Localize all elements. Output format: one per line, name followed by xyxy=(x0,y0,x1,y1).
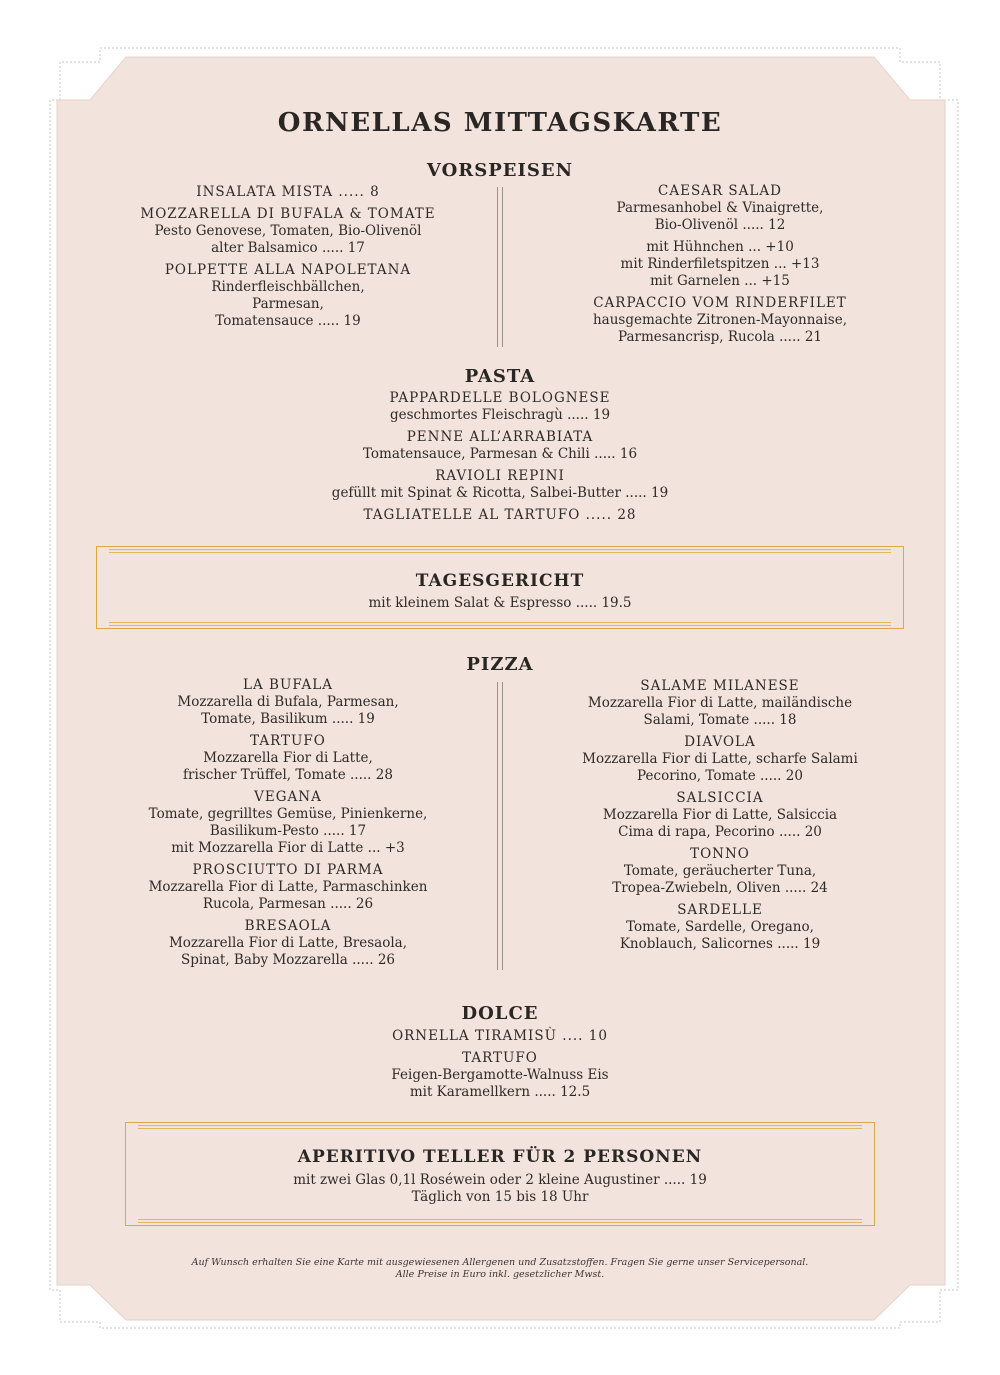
menu-item-description: Basilikum-Pesto ..... 17 xyxy=(209,823,367,839)
menu-item-description: Tomatensauce, Parmesan & Chili ..... 16 xyxy=(362,446,638,462)
menu-item-description: Rinderfleischbällchen, xyxy=(211,279,365,295)
menu-item-description: Spinat, Baby Mozzarella ..... 26 xyxy=(180,952,396,968)
menu-item-name: BRESAOLA xyxy=(244,918,332,934)
menu-item xyxy=(130,206,446,257)
menu-item-name: MOZZARELLA DI BUFALA & TOMATE xyxy=(140,206,436,222)
menu-item-description: mit Hühnchen ... +10 xyxy=(646,239,794,255)
pasta-column xyxy=(200,390,800,529)
menu-item-name: TARTUFO xyxy=(250,733,326,749)
menu-item-description: Mozzarella di Bufala, Parmesan, xyxy=(177,694,399,710)
menu-item xyxy=(555,846,885,897)
menu-item-description: geschmortes Fleischragù ..... 19 xyxy=(389,407,611,423)
vorspeisen-right-column xyxy=(560,183,880,351)
menu-item xyxy=(200,507,800,524)
menu-item-name: PAPPARDELLE BOLOGNESE xyxy=(389,390,611,406)
menu-item-name: SALAME MILANESE xyxy=(640,678,800,694)
footer-line-1: Auf Wunsch erhalten Sie eine Karte mit ausgewiesenen Allergenen und Zusatzstoffen. Fragen Sie gerne unser Servicepersonal. xyxy=(191,1257,809,1268)
menu-item-description: Feigen-Bergamotte-Walnuss Eis xyxy=(391,1067,609,1083)
footer-line-2: Alle Preise in Euro inkl. gesetzlicher Mwst. xyxy=(395,1269,605,1280)
menu-item-description: Mozzarella Fior di Latte, Parmaschinken xyxy=(148,879,428,895)
menu-item xyxy=(200,390,800,424)
menu-item-description: Parmesancrisp, Rucola ..... 21 xyxy=(617,329,823,345)
menu-item xyxy=(555,734,885,785)
menu-item-description: hausgemachte Zitronen-Mayonnaise, xyxy=(592,312,848,328)
menu-item-description: Rucola, Parmesan ..... 26 xyxy=(202,896,374,912)
menu-item xyxy=(130,262,446,330)
menu-item-description: Tomate, Basilikum ..... 19 xyxy=(201,711,375,727)
menu-item-description: Parmesanhobel & Vinaigrette, xyxy=(616,200,824,216)
menu-item-description: Tropea-Zwiebeln, Oliven ..... 24 xyxy=(612,880,828,896)
menu-item-description: mit Karamellkern ..... 12.5 xyxy=(409,1084,591,1100)
menu-item-name: TARTUFO xyxy=(462,1050,538,1066)
menu-item xyxy=(250,1028,750,1045)
menu-item-description: Mozzarella Fior di Latte, scharfe Salami xyxy=(582,751,858,767)
menu-item-description: Knoblauch, Salicornes ..... 19 xyxy=(619,936,821,952)
box-ornament-bottom xyxy=(109,622,891,626)
menu-item xyxy=(560,183,880,234)
box-ornament-bottom xyxy=(138,1219,862,1223)
menu-item-description: alter Balsamico ..... 17 xyxy=(211,240,365,256)
vorspeisen-left-column xyxy=(130,184,446,335)
menu-item-description: Mozzarella Fior di Latte, mailändische xyxy=(587,695,853,711)
menu-item-description: gefüllt mit Spinat & Ricotta, Salbei-Butter ..... 19 xyxy=(331,485,669,501)
menu-item-name: RAVIOLI REPINI xyxy=(435,468,565,484)
menu-item xyxy=(200,468,800,502)
menu-item-description: Tomate, Sardelle, Oregano, xyxy=(626,919,814,935)
menu-item xyxy=(130,184,446,201)
section-title-pasta: PASTA xyxy=(464,366,536,387)
pizza-left-column xyxy=(125,677,451,974)
aperitivo-line-1: mit zwei Glas 0,1l Roséwein oder 2 kleine Augustiner ..... 19 xyxy=(293,1172,707,1188)
menu-item-description: Pesto Genovese, Tomaten, Bio-Olivenöl xyxy=(154,223,422,239)
menu-item-description: Tomatensauce ..... 19 xyxy=(215,313,361,329)
box-ornament-top xyxy=(109,549,891,553)
menu-item-description: Tomate, geräucherter Tuna, xyxy=(623,863,817,879)
menu-item-name: TONNO xyxy=(690,846,750,862)
aperitivo-line-2: Täglich von 15 bis 18 Uhr xyxy=(411,1189,589,1205)
dolce-column xyxy=(250,1028,750,1106)
menu-item xyxy=(250,1050,750,1101)
aperitivo-box xyxy=(125,1122,875,1226)
pizza-right-column xyxy=(555,678,885,958)
menu-item-description: Cima di rapa, Pecorino ..... 20 xyxy=(618,824,822,840)
section-title-pizza: PIZZA xyxy=(466,654,534,675)
tagesgericht-box xyxy=(96,546,904,629)
menu-item-description: mit Rinderfiletspitzen ... +13 xyxy=(620,256,820,272)
menu-item xyxy=(125,862,451,913)
menu-item-name: VEGANA xyxy=(254,789,322,805)
menu-item-name: ORNELLA TIRAMISÙ .... 10 xyxy=(392,1028,608,1044)
menu-item-description: Parmesan, xyxy=(252,296,324,312)
aperitivo-title: APERITIVO TELLER FÜR 2 PERSONEN xyxy=(297,1147,703,1167)
menu-item xyxy=(200,429,800,463)
pizza-divider xyxy=(497,682,503,970)
box-ornament-top xyxy=(138,1125,862,1129)
vorspeisen-divider xyxy=(497,187,503,347)
page-title: ORNELLAS MITTAGSKARTE xyxy=(277,108,723,138)
menu-item xyxy=(555,902,885,953)
menu-item-description: Mozzarella Fior di Latte, Bresaola, xyxy=(168,935,407,951)
menu-item-name: CAESAR SALAD xyxy=(658,183,782,199)
menu-item-name: DIAVOLA xyxy=(684,734,756,750)
menu-item-name: PENNE ALL’ARRABIATA xyxy=(406,429,594,445)
menu-item xyxy=(125,918,451,969)
menu-item-description: Mozzarella Fior di Latte, Salsiccia xyxy=(602,807,838,823)
menu-item xyxy=(555,678,885,729)
menu-item-description: mit Garnelen ... +15 xyxy=(650,273,790,289)
menu-item-name: POLPETTE ALLA NAPOLETANA xyxy=(164,262,412,278)
menu-item-name: SARDELLE xyxy=(677,902,763,918)
menu-item-name: CARPACCIO VOM RINDERFILET xyxy=(593,295,847,311)
menu-item-description: Tomate, gegrilltes Gemüse, Pinienkerne, xyxy=(148,806,428,822)
section-title-dolce: DOLCE xyxy=(461,1003,539,1024)
menu-item-name: SALSICCIA xyxy=(676,790,764,806)
menu-item xyxy=(560,239,880,290)
menu-item xyxy=(125,789,451,857)
menu-item-description: Mozzarella Fior di Latte, xyxy=(203,750,373,766)
menu-item-description: mit Mozzarella Fior di Latte ... +3 xyxy=(171,840,405,856)
footer-note xyxy=(0,1257,1000,1281)
menu-item xyxy=(555,790,885,841)
menu-item-description: Salami, Tomate ..... 18 xyxy=(643,712,797,728)
section-title-vorspeisen: VORSPEISEN xyxy=(426,160,574,181)
menu-item-name: TAGLIATELLE AL TARTUFO ..... 28 xyxy=(363,507,637,523)
menu-item-name: INSALATA MISTA ..... 8 xyxy=(196,184,380,200)
menu-item-description: Pecorino, Tomate ..... 20 xyxy=(637,768,803,784)
menu-item xyxy=(560,295,880,346)
menu-item-name: LA BUFALA xyxy=(243,677,333,693)
menu-item xyxy=(125,733,451,784)
menu-item-description: frischer Trüffel, Tomate ..... 28 xyxy=(183,767,393,783)
menu-item-description: Bio-Olivenöl ..... 12 xyxy=(654,217,786,233)
tagesgericht-text: mit kleinem Salat & Espresso ..... 19.5 xyxy=(368,595,632,611)
tagesgericht-title: TAGESGERICHT xyxy=(415,571,585,591)
menu-item xyxy=(125,677,451,728)
menu-item-name: PROSCIUTTO DI PARMA xyxy=(192,862,384,878)
